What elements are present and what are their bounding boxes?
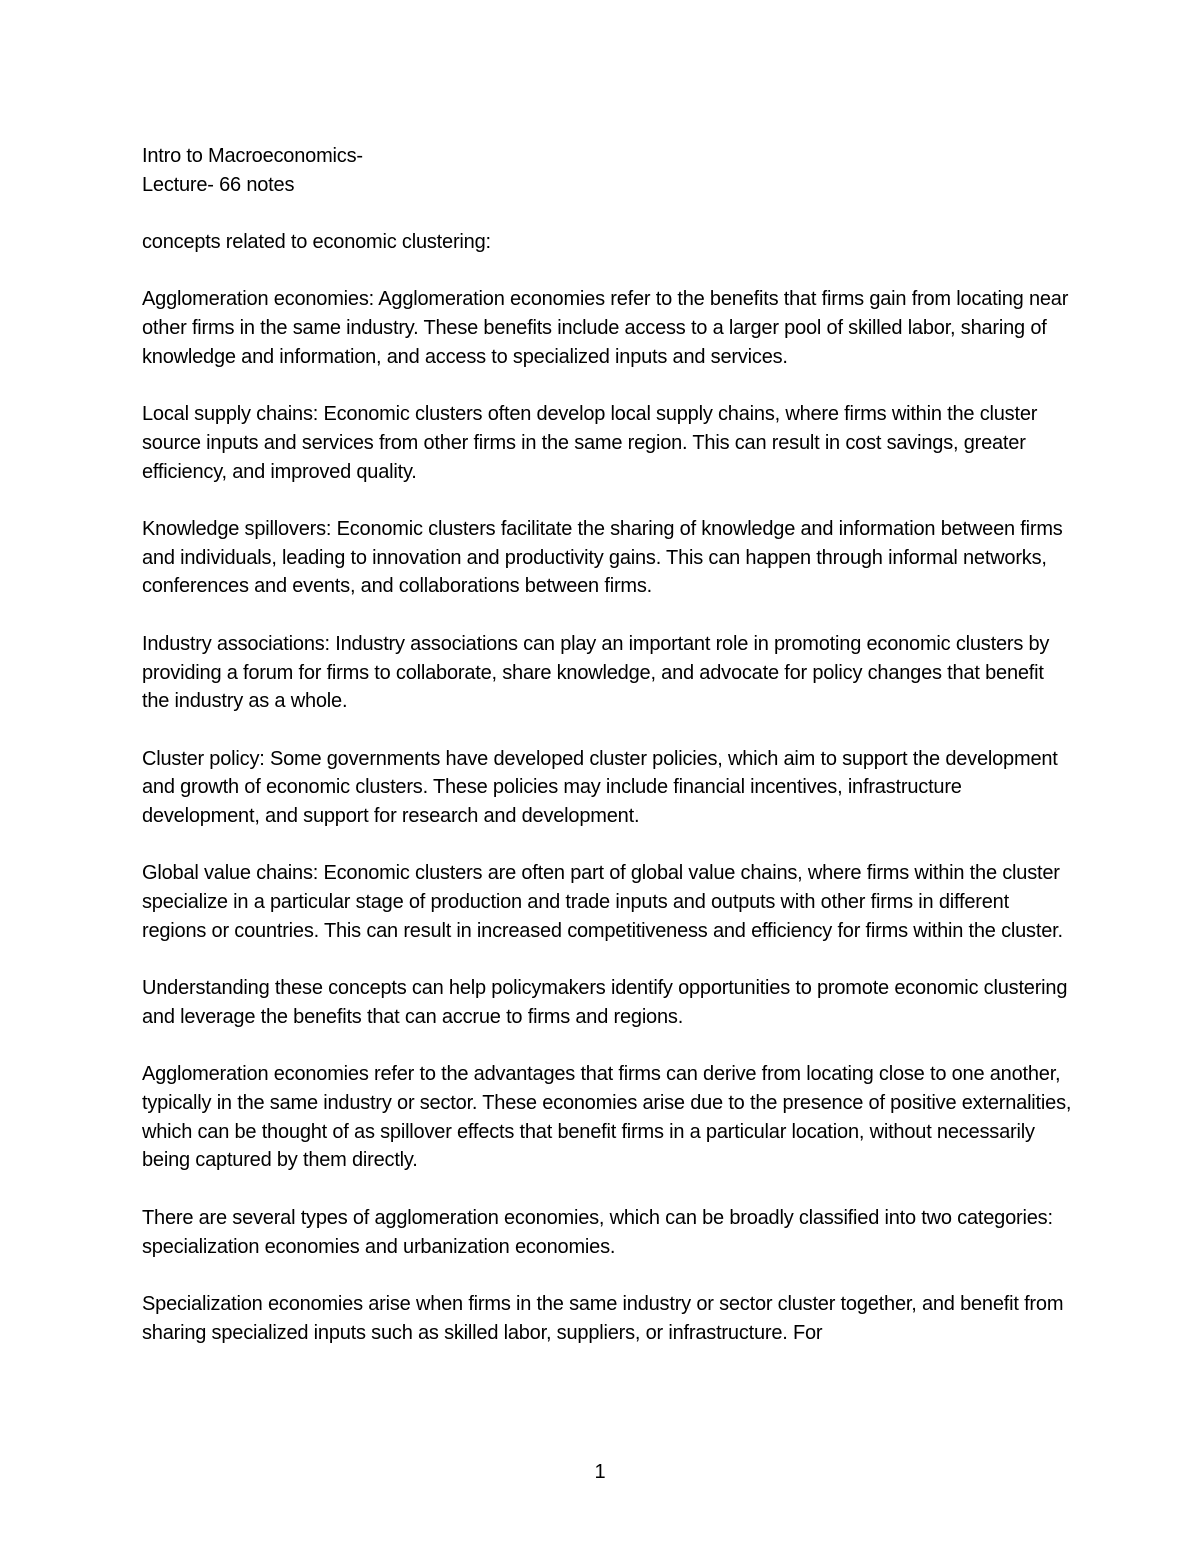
paragraph-agglomeration-advantages: Agglomeration economies refer to the advantages that firms can derive from locating close to one another, typically in the same industry or sector. These economies arise due to the presence of positive externalities, which can be thought of as spillover effects that benefit firms in a particular location, without necessarily being captured by them directly. bbox=[142, 1063, 1072, 1172]
document-body bbox=[142, 142, 1072, 1376]
paragraph-global-value-chains: Global value chains: Economic clusters are often part of global value chains, where firms within the cluster specialize in a particular stage of production and trade inputs and outputs with other firms in different regions or countries. This can result in increased competitiveness and efficiency for firms within the cluster. bbox=[142, 862, 1063, 942]
paragraph-types-of-agglomeration: There are several types of agglomeration economies, which can be broadly classified into two categories: specialization economies and urbanization economies. bbox=[142, 1206, 1053, 1258]
paragraph-agglomeration-economies: Agglomeration economies: Agglomeration economies refer to the benefits that firms gain from locating near other firms in the same industry. These benefits include access to a larger pool of skilled labor, sharing of knowledge and information, and access to specialized inputs and services. bbox=[142, 288, 1069, 368]
paragraph-industry-associations: Industry associations: Industry associations can play an important role in promoting economic clusters by providing a forum for firms to collaborate, share knowledge, and advocate for policy changes that benefit the industry as a whole. bbox=[142, 632, 1050, 713]
lecture-title: Lecture- 66 notes bbox=[142, 173, 295, 196]
paragraph-specialization-economies: Specialization economies arise when firms in the same industry or sector cluster together, and benefit from sharing specialized inputs such as skilled labor, suppliers, or infrastructure. For bbox=[142, 1292, 1064, 1344]
paragraph-local-supply-chains: Local supply chains: Economic clusters often develop local supply chains, where firms within the cluster source inputs and services from other firms in the same region. This can result in cost savings, greater efficiency, and improved quality. bbox=[142, 403, 1038, 483]
paragraph-cluster-policy: Cluster policy: Some governments have developed cluster policies, which aim to support the development and growth of economic clusters. These policies may include financial incentives, infrastructure development, and support for research and development. bbox=[142, 747, 1058, 828]
document-header bbox=[142, 142, 1072, 199]
intro-line: concepts related to economic clustering: bbox=[142, 231, 491, 254]
paragraph-knowledge-spillovers: Knowledge spillovers: Economic clusters facilitate the sharing of knowledge and information between firms and individuals, leading to innovation and productivity gains. This can happen through informal networks, conferences and events, and collaborations between firms. bbox=[142, 518, 1063, 598]
page-number: 1 bbox=[594, 1461, 606, 1483]
course-title: Intro to Macroeconomics- bbox=[142, 145, 363, 167]
paragraph-understanding-concepts: Understanding these concepts can help policymakers identify opportunities to promote economic clustering and leverage the benefits that can accrue to firms and regions. bbox=[142, 977, 1068, 1028]
